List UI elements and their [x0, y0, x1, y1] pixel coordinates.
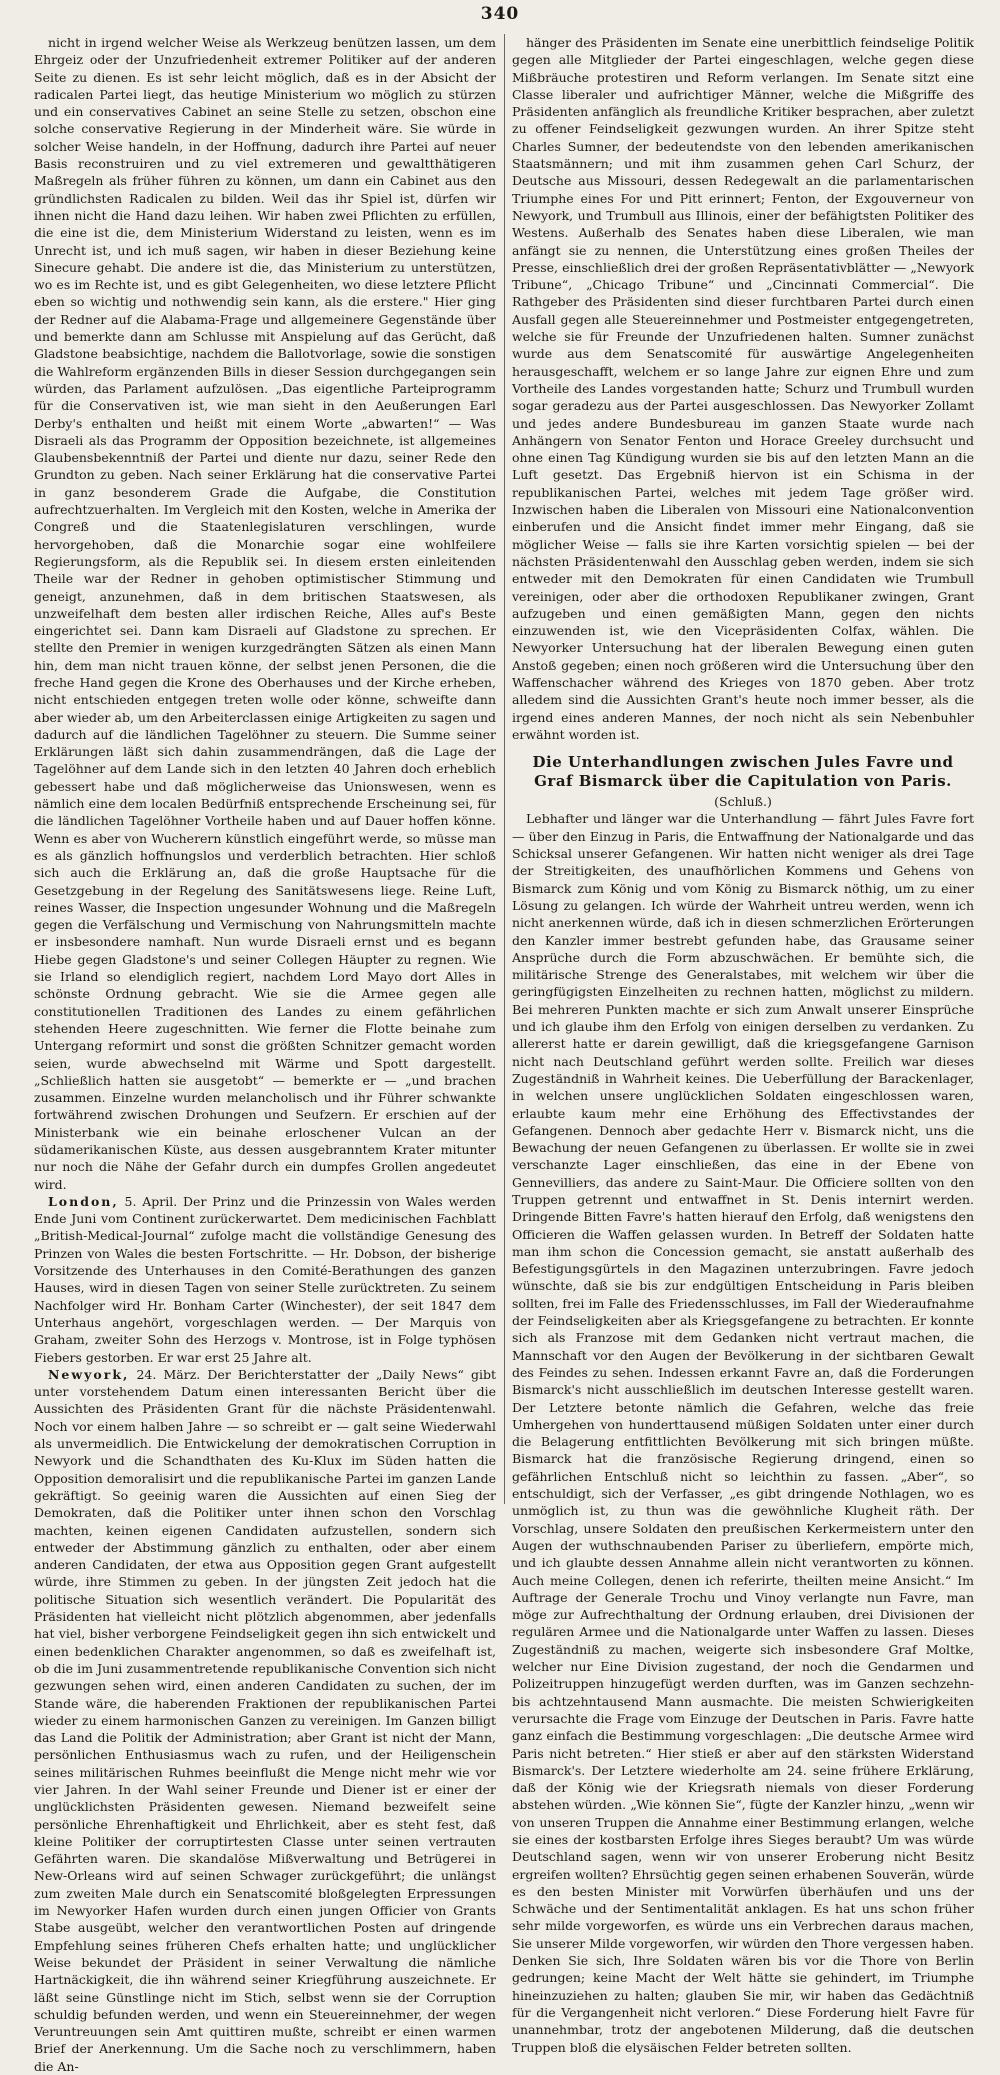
right-column [512, 34, 975, 2055]
page-number: 340 [480, 4, 520, 24]
article-heading-note: (Schluß.) [714, 794, 772, 810]
left-paragraph-disraeli-speech: nicht in irgend welcher Weise als Werkzeug benützen lassen, um dem Ehrgeiz oder der Unzufriedenheit extremer Politiker auf der anderen Seite zu dienen. Es ist sehr leicht möglich, daß es in der Absicht der radicalen Partei liegt, das heutige Ministerium wo möglich zu stürzen und ein conservatives Cabinet an seine Stelle zu setzen, obschon eine solche conservative Regierung in der Minderheit wäre. Sie würde in solcher Weise handeln, in der Hoffnung, dadurch ihre Partei auf neuer Basis reconstruiren und zu viel extremeren und gewaltthätigeren Maßregeln als früher führen zu können, um dann ein Cabinet aus den gründlichsten Radicalen zu bilden. Weil das ihr Spiel ist, dürfen wir ihnen nicht die Hand dazu leihen. Wir haben zwei Pflichten zu erfüllen, die eine ist die, dem Ministerium Widerstand zu leisten, wenn es im Unrecht ist, und ich muß sagen, wir haben in dieser Beziehung keine Sinecure gehabt. Die andere ist die, das Ministerium zu unterstützen, wo es im Rechte ist, und es gibt Gelegenheiten, wo diese letztere Pflicht eben so wichtig und nothwendig sein kann, als die erstere." Hier ging der Redner auf die Alabama-Frage und allgemeinere Gegenstände über und bemerkte dann am Schlusse mit Anspielung auf das Gerücht, daß Gladstone beabsichtige, nachdem die Ballotvorlage, sowie die sonstigen die Wahlreform ergänzenden Bills in dieser Session durchgegangen sein würden, das Parlament aufzulösen. „Das eigentliche Parteiprogramm für die Conservativen ist, wie man sieht in den Aeußerungen Earl Derby's enthalten und heißt mit einem Worte „abwarten!“ — Was Disraeli als das Programm der Opposition bezeichnete, ist allgemeines Glaubensbekenntniß der Partei und diente nur dazu, seiner Rede den Grundton zu geben. Nach seiner Erklärung hat die conservative Partei in ganz besonderem Grade die Aufgabe, die Constitution aufrechtzuerhalten. Im Vergleich mit den Kosten, welche in Amerika der Congreß und die Staatenlegislaturen verschlingen, wurde hervorgehoben, daß die Monarchie sogar eine wohlfeilere Regierungsform, als die Republik sei. In diesem ersten einleitenden Theile war der Redner in gehoben optimistischer Stimmung und geneigt, anzunehmen, daß in dem britischen Staatswesen, als unzweifelhaft dem besten aller irdischen Reiche, Alles auf's Beste eingerichtet sei. Dann kam Disraeli auf Gladstone zu sprechen. Er stellte den Premier in wenigen kurzgedrängten Sätzen als einen Mann hin, dem man nicht trauen könne, der selbst jenen Personen, die die freche Hand gegen die Krone des Oberhauses und der Kirche erheben, nicht entschieden entgegen treten wolle oder könne, schweifte dann aber wieder ab, um den Arbeiterclassen einige Artigkeiten zu sagen und dadurch auf die ländlichen Tagelöhner zu steuern. Die Summe seiner Erklärungen läßt sich dahin zusammendrängen, daß die Lage der Tagelöhner auf dem Lande sich in den letzten 40 Jahren doch erheblich gebessert habe und daß möglicherweise das Unionswesen, wenn es nämlich eine dem localen Bedürfniß entsprechende Erscheinung sei, für die ländlichen Tagelöhner Vortheile haben und auf Dauer hoffen könne. Wenn es aber von Wucherern künstlich eingeführt werde, so müsse man es als gänzlich hoffnungslos und verderblich betrachten. Hier schloß sich auch die Erklärung an, daß die große Hauptsache für die Gesetzgebung in der Regelung des Sanitätswesens liege. Reine Luft, reines Wasser, die Inspection ungesunder Wohnung und die Maßregeln gegen die Verfälschung und Vermischung von Nahrungsmitteln machte er insbesondere namhaft. Nun wurde Disraeli ernst und es begann Hiebe gegen Gladstone's und seiner Collegen Häupter zu regnen. Wie sie Irland so elendiglich regiert, nachdem Lord Mayo dort Alles in schönste Ordnung gebracht. Wie sie die Armee gegen alle constitutionellen Traditionen des Landes zu einem gefährlichen stehenden Heere zugeschnitten. Wie ferner die Flotte beinahe zum Untergang reformirt und sonst die größten Schnitzer gemacht worden seien, wurde abwechselnd mit Wärme und Spott dargestellt. „Schließlich hatten sie ausgetobt“ — bemerkte er — „und brachen zusammen. Einzelne wurden melancholisch und ihr Führer schwankte fortwährend zwischen Drohungen und Seufzern. Er erschien auf der Ministerbank wie ein beinahe erloschener Vulcan an der südamerikanischen Küste, aus dessen ausgebranntem Krater mitunter nur noch die Nähe der Gefahr durch ein dumpfes Grollen angedeutet wird. [34, 35, 496, 1192]
london-news-text: 5. April. Der Prinz und die Prinzessin von Wales werden Ende Juni vom Continent zurückerwartet. Dem medicinischen Fachblatt „British-Medical-Journal“ zufolge macht die vollständige Genesung des Prinzen von Wales die besten Fortschritte. — Hr. Dobson, der bisherige Vorsitzende des Unterhauses in den Comité-Berathungen des ganzen Hauses, wird in diesen Tagen von seiner Stelle zurücktreten. Zu seinem Nachfolger wird Hr. Bonham Carter (Winchester), der seit 1847 dem Unterhaus angehört, vorgeschlagen werden. — Der Marquis von Graham, zweiter Sohn des Herzogs v. Montrose, ist in Folge typhösen Fiebers gestorben. Er war erst 25 Jahre alt. [34, 1193, 496, 1365]
column-divider [504, 34, 505, 1504]
london-news-item [34, 1193, 496, 1366]
left-column [34, 34, 496, 2074]
dateline-newyork: Newyork, [48, 1366, 130, 1382]
right-paragraph-favre-negotiations: Lebhafter und länger war die Unterhandlung — fährt Jules Favre fort — über den Einzug in Paris, die Entwaffnung der Nationalgarde und das Schicksal unserer Gefangenen. Wir hatten nicht weniger als drei Tage der Streitigkeiten, des unaufhörlichen Kommens und Gehens von Bismarck zum König und vom König zu Bismarck nöthig, um zu einer Lösung zu gelangen. Ich würde der Wahrheit untreu werden, wenn ich nicht anerkennen würde, daß ich in diesen schmerzlichen Erörterungen den Kanzler immer bestrebt gefunden habe, das Grausame seiner Ansprüche durch die Form abzuschwächen. Er bemühte sich, die militärische Strenge des Generalstabes, mit welchem wir über die geringfügigsten Einzelheiten zu rechnen hatten, möglichst zu mildern. Bei mehreren Punkten machte er sich zum Anwalt unserer Einsprüche und ich glaube ihm den Erfolg von einigen derselben zu verdanken. Zu allererst hatte er darein gewilligt, daß die kriegsgefangene Garnison nicht nach Deutschland geführt werden sollte. Freilich war dieses Zugeständniß in Wahrheit keines. Die Ueberfüllung der Barackenlager, in welchen unsere unglücklichen Soldaten eingeschlossen waren, erlaubte kaum mehr eine Erhöhung des Effectivstandes der Gefangenen. Dennoch aber gedachte Herr v. Bismarck nicht, uns die Bewachung der neuen Gefangenen zu überlassen. Er wollte sie in zwei verschanzte Lager einschließen, das eine in der Ebene von Gennevilliers, das andere zu Saint-Maur. Die Officiere sollten von den Truppen getrennt und entwaffnet in St. Denis internirt werden. Dringende Bitten Favre's hatten hierauf den Erfolg, daß wenigstens den Officieren die Waffen gelassen wurden. In Betreff der Soldaten hatte man ihm schon die Concession gemacht, sie anstatt außerhalb des Befestigungsgürtels in den Magazinen unterzubringen. Favre jedoch wünschte, daß sie bis zur endgültigen Entscheidung in Paris bleiben sollten, frei im Falle des Friedensschlusses, im Fall der Wiederaufnahme der Feindseligkeiten aber als Kriegsgefangene zu betrachten. Er konnte sich als Franzose mit dem Gedanken nicht vertraut machen, die Mannschaft vor den Augen der Bevölkerung in der sichtbaren Gewalt des Feindes zu sehen. Indessen erkannt Favre an, daß die Forderungen Bismarck's nicht ausschließlich im deutschen Interesse gestellt waren. Der Letztere betonte nämlich die Gefahren, welche das freie Umhergehen von hunderttausend müßigen Soldaten unter einer durch die Belagerung entfittlichten Bevölkerung mit sich bringen müßte. Bismarck hat die französische Regierung dringend, einen so gefährlichen Entschluß nicht so leichthin zu fassen. „Aber“, so entschuldigt, sich der Verfasser, „es gibt dringende Nothlagen, wo es unmöglich ist, zu thun was die gewöhnliche Klugheit räth. Der Vorschlag, unsere Soldaten den preußischen Kerkermeistern unter den Augen der wuthschnaubenden Pariser zu überliefern, empörte mich, und ich glaubte dessen Annahme allein nicht verantworten zu können. Auch meine Collegen, denen ich referirte, theilten meine Ansicht.“ Im Auftrage der Generale Trochu und Vinoy verlangte nun Favre, man möge zur Aufrechthaltung der Ordnung erlauben, drei Divisionen der regulären Armee und die Nationalgarde unter Waffen zu lassen. Dieses Zugeständniß zu machen, weigerte sich insbesondere Graf Moltke, welcher nur Eine Division zugestand, der noch die Gendarmen und Polizeitruppen hinzugefügt werden durften, was im Ganzen sechzehn- bis achtzehntausend Mann ausmachte. Die meisten Schwierigkeiten verursachte die Frage vom Einzuge der Deutschen in Paris. Favre hatte ganz einfach die Bestimmung vorgeschlagen: „Die deutsche Armee wird Paris nicht betreten.“ Hier stieß er aber auf den stärksten Widerstand Bismarck's. Der Letztere wiederholte am 24. seine frühere Erklärung, daß der König wie der Kriegsrath niemals von dieser Forderung abstehen würden. „Wie können Sie“, fügte der Kanzler hinzu, „wenn wir von unseren Truppen die Annahme einer Bestimmung erlangen, welche sie eines der kostbarsten Erfolge ihres Sieges beraubt? Um was würde Deutschland sagen, wenn wir von unserer Eroberung nicht Besitz ergreifen wollten? Ehrsüchtig gegen seinen erhabenen Souverän, würde es den besten Minister mit Vorwürfen überhäufen und uns der Schwäche und der Sentimentalität anklagen. Es hat uns schon früher sehr milde vorgeworfen, es würde uns ein Verbrechen daraus machen, Sie unserer Milde vorgeworfen, wir würden den Thore vergessen haben. Denken Sie sich, Ihre Soldaten wären bis vor die Thore von Berlin gedrungen; keine Macht der Welt hätte sie gehindert, im Triumphe hineinzuziehen zu halten; glauben Sie mir, wir haben das Gedächtniß für die Vergangenheit nicht verloren.“ Diese Forderung hielt Favre für unannehmbar, trotz der angebotenen Milderung, daß die deutschen Truppen bloß die elysäischen Felder betreten sollten. [512, 811, 975, 2055]
article-heading: Die Unterhandlungen zwischen Jules Favre und Graf Bismarck über die Capitulation von Paris. [532, 753, 954, 791]
right-paragraph-grant-continued: hänger des Präsidenten im Senate eine unerbittlich feindselige Politik gegen alle Mitglieder der Partei eingeschlagen, welche gegen diese Mißbräuche protestiren und Reform verlangen. Im Senate sitzt eine Classe liberaler und aufrichtiger Männer, welche die Mißgriffe des Präsidenten anfänglich als freundliche Kritiker besprachen, aber zuletzt zu offener Feindseligkeit gezwungen wurden. An ihrer Spitze steht Charles Sumner, der bedeutendste von den lebenden amerikanischen Staatsmännern; und mit ihm zusammen gehen Carl Schurz, der Deutsche aus Missouri, dessen Redegewalt an die parlamentarischen Triumphe eines For und Pitt erinnert; Fenton, der Exgouverneur von Newyork, und Trumbull aus Illinois, einer der befähigtsten Politiker des Westens. Außerhalb des Senates haben diese Liberalen, wie man anfängt sie zu nennen, die Unterstützung eines großen Theiles der Presse, einschließlich drei der großen Repräsentativblätter — „Newyork Tribune“, „Chicago Tribune“ und „Cincinnati Commercial“. Die Rathgeber des Präsidenten sind dieser furchtbaren Partei durch einen Ausfall gegen alle Steuereinnehmer und Postmeister entgegengetreten, welche sie für Freunde der Unzufriedenen halten. Sumner zunächst wurde aus dem Senatscomité für auswärtige Angelegenheiten herausgeschafft, welchem er so lange Jahre zur eignen Ehre und zum Vortheile des Landes vorgestanden hatte; Schurz und Trumbull wurden sogar geradezu aus der Partei ausgeschlossen. Das Newyorker Zollamt und jedes andere Bundesbureau im ganzen Staate wurde nach Anhängern von Senator Fenton und Horace Greeley durchsucht und ohne einen Tag Kündigung wurden sie bis auf den letzten Mann an die Luft gesetzt. Das Ergebniß hiervon ist ein Schisma in der republikanischen Partei, welches mit jedem Tage größer wird. Inzwischen haben die Liberalen von Missouri eine Nationalconvention einberufen und die Ansicht findet immer mehr Eingang, daß sie möglicher Weise — falls sie ihre Karten vorsichtig spielen — bei der nächsten Präsidentenwahl den Ausschlag geben werden, indem sie sich entweder mit den Demokraten für einen Candidaten wie Trumbull vereinigen, oder aber die orthodoxen Republikaner zwingen, Grant aufzugeben und einen gemäßigten Mann, gegen den nichts einzuwenden ist, wie den Vicepräsidenten Colfax, wählen. Die Newyorker Untersuchung hat der liberalen Bewegung einen guten Anstoß gegeben; einen noch größeren wird die Untersuchung über den Waffenschacher während des Krieges von 1870 geben. Aber trotz alledem sind die Aussichten Grant's heute noch immer besser, als die irgend eines anderen Mannes, der noch nicht als sein Nebenbuhler erwähnt worden ist. [512, 35, 974, 742]
newyork-news-text: 24. März. Der Berichterstatter der „Daily News“ gibt unter vorstehendem Datum einen interessanten Bericht über die Aussichten des Präsidenten Grant für die nächste Präsidentenwahl. Noch vor einem halben Jahre — so schreibt er — galt seine Wiederwahl als unvermeidlich. Die Entwickelung der demokratischen Corruption in Newyork und die Schandthaten des Ku-Klux im Süden hatten die Opposition demoralisirt und die republikanische Partei im ganzen Lande gekräftigt. So geeinig waren die Aussichten auf einen Sieg der Demokraten, daß die Politiker unter ihnen schon den Vorschlag machten, keinen eigenen Candidaten aufzustellen, sondern sich entweder der Abstimmung gänzlich zu enthalten, oder aber einem anderen Candidaten, der etwa aus Opposition gegen Grant aufgestellt würde, ihre Stimmen zu geben. In der jüngsten Zeit jedoch hat die politische Situation sich wesentlich verändert. Die Popularität des Präsidenten hat vielleicht nicht plötzlich abgenommen, aber jedenfalls hat viel, bisher verborgene Feindseligkeit gegen ihn sich entwickelt und einen bedenklichen Charakter angenommen, so daß es zweifelhaft ist, ob die im Juni zusammentretende republikanische Convention sich nicht gezwungen sehen wird, einen anderen Candidaten zu suchen, der im Stande wäre, die haberenden Fraktionen der republikanischen Partei wieder zu einem harmonischen Ganzen zu vereinigen. Im Ganzen billigt das Land die Politik der Administration; aber Grant ist nicht der Mann, persönlichen Enthusiasmus wach zu rufen, und der Heiligenschein seines militärischen Ruhmes beeinflußt die Menge nicht mehr wie vor vier Jahren. In der Wahl seiner Freunde und Diener ist er einer der unglücklichsten Präsidenten gewesen. Niemand bezweifelt seine persönliche Ehrenhaftigkeit und Ehrlichkeit, aber es steht fest, daß kleine Politiker der corruptirtesten Classe unter seinen vertrauten Gefährten waren. Die skandalöse Mißverwaltung und Betrügerei in New-Orleans wird auf seinen Schwager zurückgeführt; die unlängst zum zweiten Male durch ein Senatscomité bloßgelegten Erpressungen im Newyorker Hafen wurden durch einen jungen Officier von Grants Stabe ausgeübt, welcher den verantwortlichen Posten auf dringende Empfehlung seines früheren Chefs erhalten hatte; und unglücklicher Weise bekundet der Präsident in seiner Verwaltung die nämliche Hartnäckigkeit, die ihn während seiner Kriegführung auszeichnete. Er läßt seine Günstlinge nicht im Stich, selbst wenn sie der Corruption schuldig befunden werden, und wenn ein Steuereinnehmer, der wegen Veruntreuungen sein Amt quittiren mußte, schreibt er einen warmen Brief der Anerkennung. Um die Sache noch zu verschlimmern, haben die An- [34, 1366, 496, 2074]
newyork-news-item [34, 1366, 496, 2075]
dateline-london: London, [48, 1193, 119, 1209]
